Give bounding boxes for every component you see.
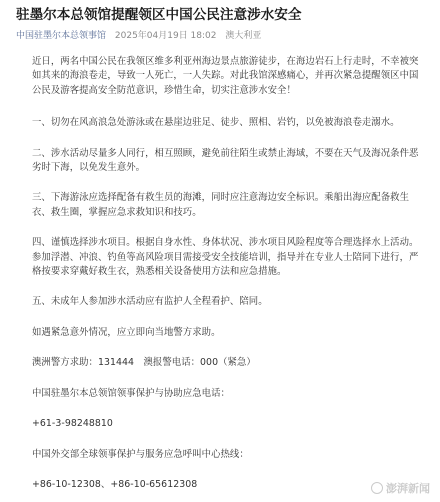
paragraph-mfa-hotline-label: 中国外交部全球领事保护与服务应急呼叫中心热线： (32, 448, 249, 460)
article-location: 澳大利亚 (225, 31, 262, 41)
paragraph-consulate-hotline-label: 中国驻墨尔本总领馆领事保护与协助应急电话： (32, 387, 230, 399)
paragraph-item-4: 四、谨慎选择涉水项目。根据自身水性、身体状况、涉水项目风险程度等合理选择水上活动。参加浮潜、冲浪、钓鱼等高风险项目需接受安全技能培训，指导并在专业人士陪同下进行，严格按要求穿戴好救生衣，熟悉相关设备使用方法和应急措施。 (32, 237, 419, 278)
watermark-logo-icon (371, 482, 383, 494)
article-meta (16, 30, 261, 42)
article-source-link[interactable]: 中国驻墨尔本总领事馆 (16, 31, 107, 41)
watermark (371, 480, 430, 496)
paragraph-item-3: 三、下海游泳应选择配备有救生员的海滩，同时应注意海边安全标识。乘船出海应配备救生衣、救生圈，掌握应急求救知识和技巧。 (32, 192, 410, 218)
article-body (32, 55, 422, 502)
paragraph-consulate-phone: +61-3-98248810 (32, 418, 113, 430)
paragraph-item-2: 二、涉水活动尽量多人同行，相互照顾，避免前往陌生或禁止海域，不要在天气及海况条件恶劣时下海，以免发生意外。 (32, 147, 419, 174)
paragraph-police-numbers: 澳洲警方求助：131444 澳报警电话：000（紧急） (32, 357, 256, 369)
paragraph-item-5: 五、未成年人参加涉水活动应有监护人全程看护、陪同。 (32, 296, 268, 308)
watermark-text: 澎湃新闻 (386, 482, 430, 495)
paragraph-item-1: 一、切勿在风高浪急处游泳或在悬崖边驻足、徒步、照相、岩钓，以免被海浪卷走溺水。 (32, 117, 400, 129)
article-title: 驻墨尔本总领馆提醒领区中国公民注意涉水安全 (16, 7, 302, 23)
paragraph-intro: 近日，两名中国公民在我领区维多利亚州海边景点旅游徒步，在海边岩石上行走时，不幸被突如其来的海浪卷走，导致一人死亡，一人失踪。对此我馆深感痛心，并再次紧急提醒领区中国公民及游客提高安全防范意识，珍惜生命，切实注意涉水安全！ (32, 56, 419, 96)
paragraph-mfa-phone: +86-10-12308、+86-10-65612308 (32, 478, 198, 490)
paragraph-emergency: 如遇紧急意外情况，应立即向当地警方求助。 (32, 326, 221, 338)
article-datetime: 2025年04月19日 18:02 (114, 31, 217, 41)
